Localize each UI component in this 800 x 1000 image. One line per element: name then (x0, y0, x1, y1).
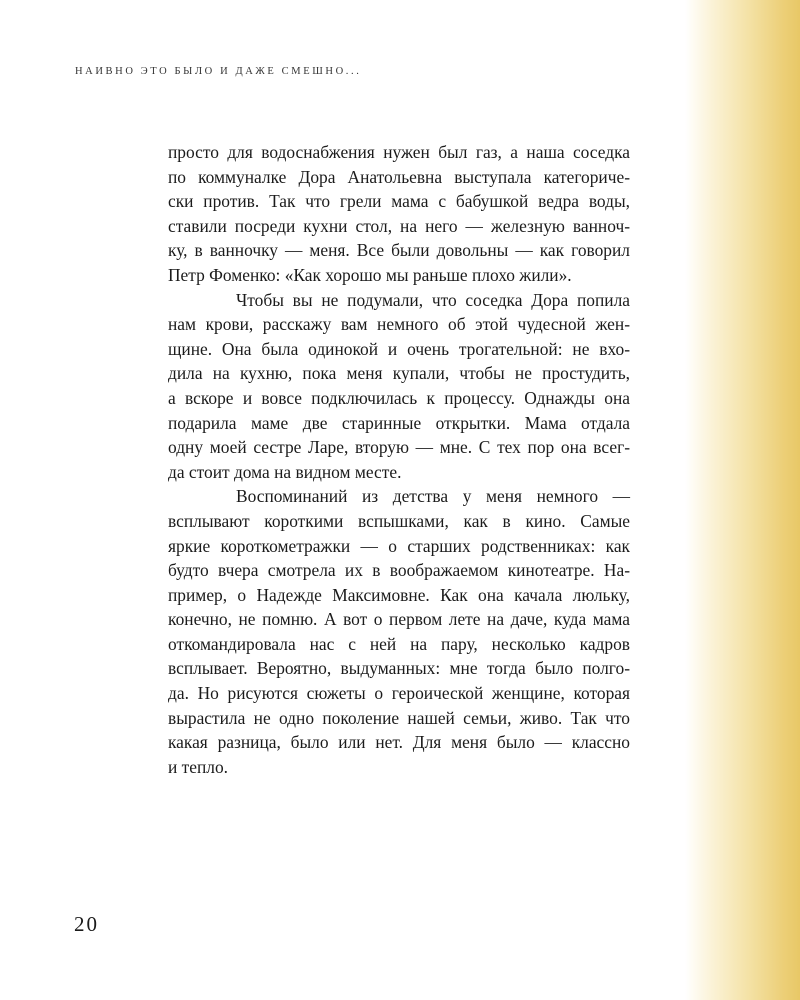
text-line: Воспоминаний из детства у меня немного — (236, 486, 630, 507)
paragraph-2 (168, 288, 630, 485)
paragraph-3 (168, 484, 630, 779)
text-line: будто вчера смотрела их в воображаемом кинотеатре. На- (168, 560, 630, 581)
text-line: да стоит дома на видном месте. (168, 461, 402, 482)
page-number: 20 (74, 912, 99, 936)
text-line: просто для водоснабжения нужен был газ, а наша соседка (168, 142, 630, 162)
text-line: а вскоре и вовсе подключилась к процессу. Однажды она (168, 387, 630, 408)
text-line: какая разница, было или нет. Для меня было — классно (168, 732, 630, 753)
text-line: и тепло. (168, 756, 229, 777)
text-line: ски против. Так что грели мама с бабушкой ведра воды, (168, 191, 630, 212)
text-line: вырастила не одно поколение нашей семьи, живо. Так что (168, 707, 630, 728)
text-line: Петр Фоменко: «Как хорошо мы раньше плохо жили». (168, 264, 572, 285)
text-line: всплывает. Вероятно, выдуманных: мне тогда было полго- (168, 658, 630, 679)
text-line: конечно, не помню. А вот о первом лете на даче, куда мама (168, 609, 630, 630)
gold-page-edge (685, 0, 800, 1000)
text-line: пример, о Надежде Максимовне. Как она качала люльку, (168, 584, 630, 605)
body-text (168, 140, 630, 779)
text-line: по коммуналке Дора Анатольевна выступала категориче- (168, 166, 630, 187)
text-line: дила на кухню, пока меня купали, чтобы не простудить, (168, 363, 630, 384)
text-line: яркие короткометражки — о старших родственниках: как (168, 535, 630, 556)
text-line: щине. Она была одинокой и очень трогательной: не вхо- (168, 338, 630, 359)
text-line: ставили посреди кухни стол, на него — железную ванноч- (168, 215, 630, 236)
text-line: Чтобы вы не подумали, что соседка Дора попила (236, 289, 630, 310)
text-line: нам крови, расскажу вам немного об этой чудесной жен- (168, 314, 630, 335)
paragraph-1 (168, 140, 630, 288)
text-line: всплывают короткими вспышками, как в кино. Самые (168, 510, 630, 531)
text-line: откомандировала нас с ней на пару, несколько кадров (168, 633, 630, 654)
text-line: да. Но рисуются сюжеты о героической женщине, которая (168, 683, 630, 704)
running-head: НАИВНО ЭТО БЫЛО И ДАЖЕ СМЕШНО... (75, 66, 362, 77)
text-line: одну моей сестре Ларе, вторую — мне. С тех пор она всег- (168, 437, 630, 458)
text-line: подарила маме две старинные открытки. Мама отдала (168, 412, 630, 433)
text-line: ку, в ванночку — меня. Все были довольны — как говорил (168, 240, 630, 261)
